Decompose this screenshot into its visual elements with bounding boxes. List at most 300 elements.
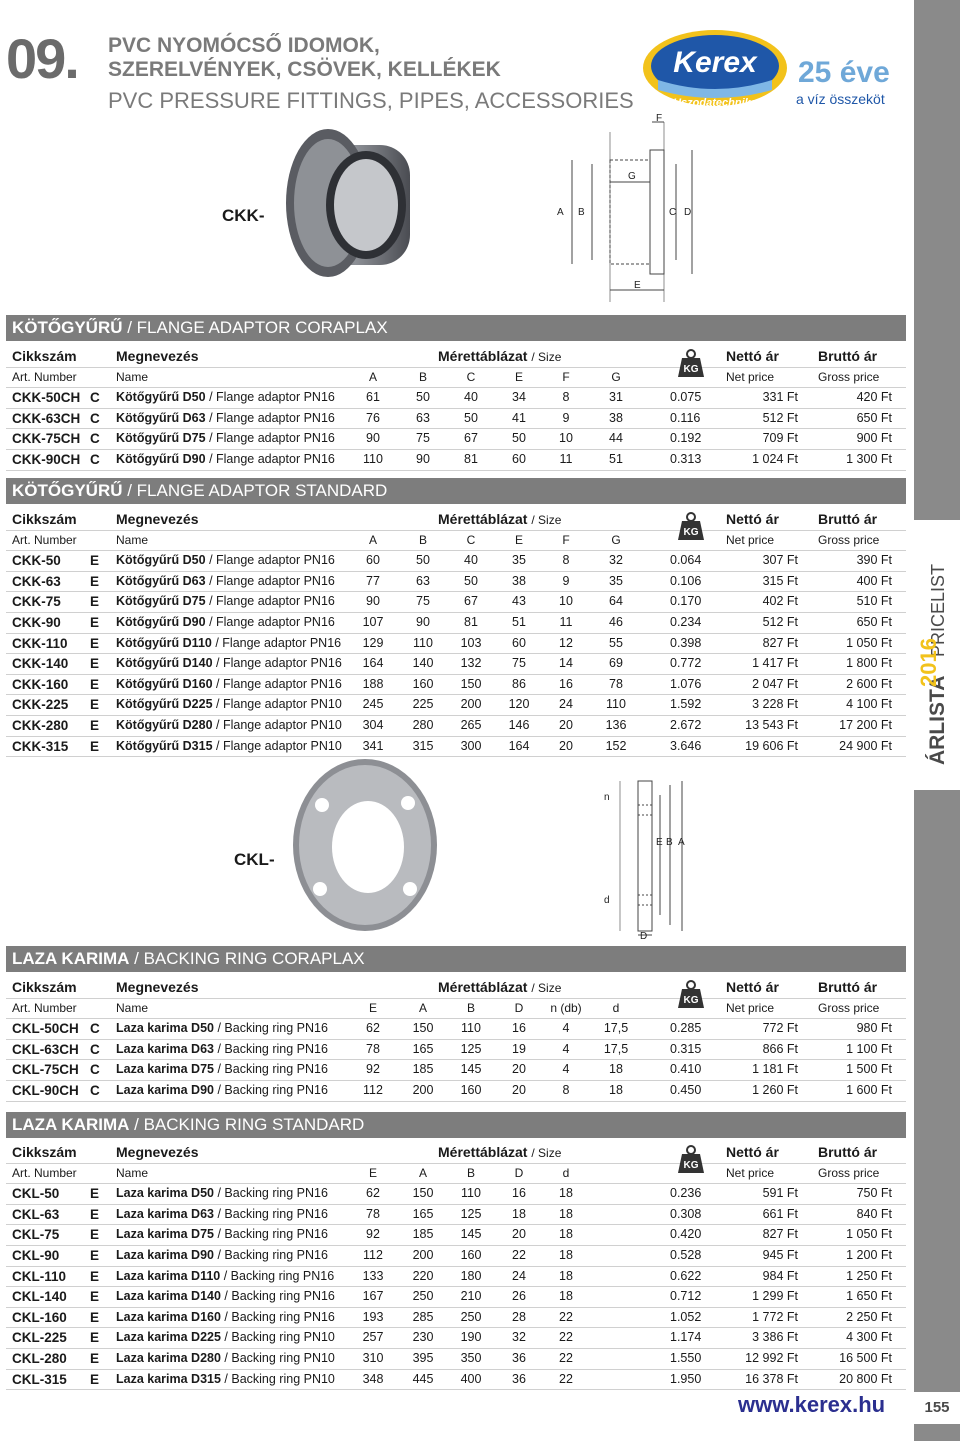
cell-dim: 18: [609, 1082, 623, 1097]
cell-code: CKK-90: [12, 614, 61, 630]
cell-dim: 140: [412, 656, 434, 671]
cell-dim: 24: [512, 1268, 526, 1283]
cell-dim: 90: [416, 614, 430, 629]
cell-dim: 14: [559, 656, 573, 671]
table-row: [6, 1225, 906, 1246]
cell-weight: 0.106: [670, 573, 702, 588]
cell-name-en: / Backing ring PN10: [220, 1350, 335, 1365]
cell-name: [116, 1248, 328, 1262]
side-label-arlista: ÁRLISTA: [926, 675, 949, 765]
cell-dim: 61: [366, 390, 380, 405]
cell-dim: 10: [559, 594, 573, 609]
cell-code: CKK-75: [12, 594, 61, 610]
cell-name-hu: Kötőgyűrű D110: [116, 635, 212, 650]
cell-dim: 18: [559, 1227, 573, 1242]
cell-name-hu: Laza karima D63: [116, 1206, 214, 1221]
cell-dim: 164: [508, 738, 530, 753]
cell-dim: 200: [412, 1247, 434, 1262]
cell-dim: 78: [366, 1041, 380, 1056]
cell-dim: 200: [412, 1082, 434, 1097]
website-link[interactable]: www.kerex.hu: [738, 1392, 886, 1417]
table-row: [6, 551, 906, 572]
col-header-size-hu: Mérettáblázat: [438, 348, 528, 364]
col-header-size-hu: Mérettáblázat: [438, 1144, 528, 1160]
col-subheader-gross: Gross price: [818, 1000, 880, 1015]
cell-dim: 67: [464, 594, 478, 609]
cell-dim: 36: [512, 1371, 526, 1386]
cell-code: CKK-50: [12, 553, 61, 569]
col-header-name: Megnevezés: [116, 979, 199, 995]
col-dim-header: B: [418, 369, 427, 384]
cell-net-price: 866 Ft: [762, 1041, 798, 1056]
cell-name-en: / Backing ring PN16: [220, 1289, 335, 1304]
cell-code: CKL-50CH: [12, 1021, 79, 1037]
cell-dim: 62: [366, 1021, 380, 1036]
cell-name-hu: Laza karima D315: [116, 1371, 221, 1386]
cell-dim: 50: [464, 410, 478, 425]
cell-dim: 32: [609, 553, 623, 568]
table-row: [6, 1019, 906, 1040]
table-header-row: [6, 1143, 906, 1171]
ckk-label: CKK-: [222, 206, 265, 225]
col-dim-header: n (db): [550, 1000, 582, 1015]
table-subheader-row: [6, 368, 906, 389]
cell-type: E: [90, 1227, 100, 1243]
cell-name-en: / Flange adaptor PN16: [205, 573, 335, 588]
table-subheader-row: [6, 531, 906, 552]
cell-dim: 110: [606, 697, 626, 712]
cell-dim: 34: [512, 390, 526, 405]
cell-name-hu: Laza karima D50: [116, 1021, 214, 1036]
cell-weight: 0.170: [670, 594, 702, 609]
cell-name: [116, 739, 342, 753]
cell-weight: 0.315: [670, 1041, 702, 1056]
cell-name-en: / Backing ring PN10: [220, 1330, 335, 1345]
cell-name-en: / Flange adaptor PN10: [212, 738, 342, 753]
col-dim-header: A: [368, 369, 377, 384]
cell-dim: 35: [512, 553, 526, 568]
table-row: [6, 1060, 906, 1081]
table-ckk-coraplax: [6, 347, 906, 471]
cell-type: E: [90, 1309, 100, 1325]
cell-name-hu: Laza karima D110: [116, 1268, 221, 1283]
cell-weight: 0.528: [670, 1247, 702, 1262]
cell-name-en: / Flange adaptor PN16: [205, 614, 335, 629]
col-dim-header: B: [418, 532, 427, 547]
cell-dim: 136: [605, 717, 627, 732]
cell-name-hu: Laza karima D90: [116, 1247, 214, 1262]
cell-dim: 18: [559, 1289, 573, 1304]
cell-name-en: / Backing ring PN16: [213, 1206, 328, 1221]
cell-net-price: 19 606 Ft: [745, 738, 798, 753]
cell-dim: 133: [362, 1268, 384, 1283]
cell-type: E: [90, 594, 100, 610]
cell-weight: 1.076: [670, 676, 702, 691]
cell-net-price: 512 Ft: [762, 614, 798, 629]
cell-dim: 18: [609, 1062, 623, 1077]
table-row: [6, 1081, 906, 1102]
cell-dim: 20: [512, 1227, 526, 1242]
cell-dim: 11: [559, 614, 573, 629]
cell-code: CKK-225: [12, 697, 69, 713]
col-subheader-name: Name: [116, 1165, 149, 1180]
section-header-ckk-coraplax: KÖTŐGYŰRŰ / FLANGE ADAPTOR CORAPLAX: [6, 315, 906, 341]
col-header-code: Cikkszám: [12, 979, 77, 995]
cell-dim: 86: [512, 676, 526, 691]
cell-weight: 0.772: [670, 656, 702, 671]
table-row: [6, 1246, 906, 1267]
cell-gross-price: 1 200 Ft: [846, 1247, 892, 1262]
cell-dim: 26: [512, 1289, 526, 1304]
cell-dim: 22: [559, 1309, 573, 1324]
cell-gross-price: 1 500 Ft: [846, 1062, 892, 1077]
table-row: [6, 388, 906, 409]
col-header-net: Nettó ár: [726, 1144, 779, 1160]
cell-dim: 103: [460, 635, 482, 650]
cell-name: [116, 1186, 328, 1200]
cell-dim: 16: [559, 676, 573, 691]
cell-name-en: / Backing ring PN16: [213, 1227, 328, 1242]
cell-gross-price: 650 Ft: [856, 614, 892, 629]
cell-type: C: [90, 410, 100, 426]
cell-dim: 230: [412, 1330, 434, 1345]
section-header-ckl-standard: LAZA KARIMA / BACKING RING STANDARD: [6, 1112, 906, 1138]
cell-name-en: / Backing ring PN16: [220, 1309, 335, 1324]
cell-code: CKL-75CH: [12, 1062, 79, 1078]
cell-gross-price: 1 800 Ft: [846, 656, 892, 671]
cell-weight: 0.234: [670, 614, 702, 629]
col-subheader-gross: Gross price: [818, 1165, 880, 1180]
logo-brand: Kerex: [673, 46, 757, 79]
cell-weight: 1.592: [670, 697, 702, 712]
table-ckl-coraplax: [6, 978, 906, 1102]
cell-net-price: 827 Ft: [762, 1227, 798, 1242]
cell-gross-price: 980 Ft: [856, 1021, 892, 1036]
cell-dim: 350: [460, 1350, 482, 1365]
cell-gross-price: 1 250 Ft: [846, 1268, 892, 1283]
cell-name-en: / Flange adaptor PN16: [205, 553, 335, 568]
cell-name-hu: Kötőgyűrű D160: [116, 676, 213, 691]
page-number: 155: [914, 1392, 960, 1424]
cell-dim: 35: [609, 573, 623, 588]
col-subheader-code: Art. Number: [12, 1000, 77, 1015]
cell-type: E: [90, 553, 100, 569]
dim-label-c: C: [669, 207, 677, 218]
cell-name: [116, 1062, 328, 1076]
cell-type: C: [90, 1082, 100, 1098]
col-header-code: Cikkszám: [12, 348, 77, 364]
table-row: [6, 1267, 906, 1288]
col-subheader-code: Art. Number: [12, 369, 77, 384]
cell-weight: 1.052: [670, 1309, 702, 1324]
backing-ring-photo: [290, 755, 440, 935]
col-dim-header: A: [368, 532, 377, 547]
col-subheader-net: Net price: [726, 532, 775, 547]
col-header-net: Nettó ár: [726, 348, 779, 364]
cell-dim: 180: [460, 1268, 482, 1283]
cell-weight: 0.398: [670, 635, 702, 650]
cell-type: E: [90, 676, 100, 692]
cell-dim: 188: [362, 676, 384, 691]
cell-name-en: / Flange adaptor PN16: [212, 656, 342, 671]
cell-dim: 250: [412, 1289, 434, 1304]
cell-net-price: 331 Ft: [762, 390, 798, 405]
logo-tagline: Uszodatechnika: [673, 97, 757, 109]
cell-type: E: [90, 614, 100, 630]
cell-type: E: [90, 635, 100, 651]
col-header-net: Nettó ár: [726, 511, 779, 527]
cell-name-hu: Kötőgyűrű D280: [116, 717, 213, 732]
cell-code: CKK-315: [12, 738, 69, 754]
cell-net-price: 16 378 Ft: [745, 1371, 798, 1386]
cell-net-price: 402 Ft: [762, 594, 798, 609]
table-header-row: [6, 510, 906, 538]
table-row: [6, 737, 906, 758]
col-subheader-name: Name: [116, 1000, 149, 1015]
cell-dim: 11: [559, 451, 573, 466]
cell-dim: 24: [559, 697, 573, 712]
cell-gross-price: 1 650 Ft: [846, 1289, 892, 1304]
cell-name-hu: Kötőgyűrű D63: [116, 573, 206, 588]
cell-name: [116, 636, 341, 650]
cell-dim: 9: [562, 410, 570, 425]
side-label-year: 2016: [916, 638, 941, 687]
cell-net-price: 13 543 Ft: [745, 717, 798, 732]
dim-label-b: B: [578, 207, 585, 218]
cell-name-en: / Flange adaptor PN16: [205, 390, 335, 405]
cell-dim: 51: [609, 451, 623, 466]
cell-dim: 125: [460, 1041, 482, 1056]
cell-dim: 51: [512, 614, 526, 629]
cell-dim: 225: [412, 697, 434, 712]
cell-code: CKK-50CH: [12, 390, 81, 406]
cell-name-hu: Laza karima D280: [116, 1350, 221, 1365]
cell-type: C: [90, 431, 100, 447]
section-header-ckl-coraplax: LAZA KARIMA / BACKING RING CORAPLAX: [6, 946, 906, 972]
page-title: [108, 34, 501, 82]
cell-gross-price: 2 600 Ft: [846, 676, 892, 691]
cell-dim: 38: [609, 410, 623, 425]
table-row: [6, 409, 906, 430]
cell-dim: 245: [362, 697, 384, 712]
cell-gross-price: 840 Ft: [856, 1206, 892, 1221]
cell-weight: 0.192: [670, 431, 702, 446]
cell-name-en: / Flange adaptor PN16: [205, 431, 335, 446]
cell-type: E: [90, 1206, 100, 1222]
cell-name-hu: Kötőgyűrű D50: [116, 390, 206, 405]
cell-dim: 90: [416, 451, 430, 466]
cell-code: CKL-315: [12, 1371, 67, 1387]
table-row: [6, 1184, 906, 1205]
col-header-code: Cikkszám: [12, 511, 77, 527]
cell-name: [116, 697, 342, 711]
cell-code: CKL-75: [12, 1227, 60, 1243]
cell-name: [116, 677, 342, 691]
cell-code: CKL-110: [12, 1268, 67, 1284]
col-dim-header: F: [562, 369, 570, 384]
cell-code: CKL-50: [12, 1186, 60, 1202]
cell-gross-price: 400 Ft: [856, 573, 892, 588]
cell-name: [116, 1372, 335, 1386]
cell-dim: 110: [363, 451, 383, 466]
title-line-1: PVC NYOMÓCSŐ IDOMOK,: [108, 34, 380, 57]
cell-dim: 17,5: [603, 1021, 629, 1036]
dim-label-d: D: [684, 207, 692, 218]
col-subheader-gross: Gross price: [818, 369, 880, 384]
cell-dim: 150: [412, 1021, 434, 1036]
cell-name-hu: Laza karima D75: [116, 1227, 214, 1242]
col-subheader-code: Art. Number: [12, 532, 77, 547]
cell-dim: 185: [412, 1227, 434, 1242]
cell-name-en: / Backing ring PN16: [213, 1082, 328, 1097]
page-subtitle: PVC PRESSURE FITTINGS, PIPES, ACCESSORIES: [108, 88, 634, 113]
cell-name: [116, 411, 335, 425]
col-dim-header: E: [514, 369, 523, 384]
cell-dim: 28: [512, 1309, 526, 1324]
side-label: [916, 540, 956, 770]
cell-weight: 0.075: [670, 390, 702, 405]
cell-name: [116, 1227, 328, 1241]
cell-weight: 2.672: [670, 717, 702, 732]
cell-weight: 3.646: [670, 738, 702, 753]
cell-dim: 81: [464, 614, 478, 629]
col-header-size-en: / Size: [531, 350, 562, 364]
dim-label-b2: B: [666, 837, 673, 848]
weight-icon-label: KG: [683, 1160, 699, 1171]
cell-weight: 0.308: [670, 1206, 702, 1221]
col-dim-header: E: [368, 1000, 377, 1015]
cell-dim: 75: [416, 431, 430, 446]
cell-dim: 160: [460, 1082, 482, 1097]
cell-type: C: [90, 1041, 100, 1057]
cell-dim: 75: [416, 594, 430, 609]
cell-dim: 55: [609, 635, 623, 650]
cell-weight: 0.420: [670, 1227, 702, 1242]
cell-dim: 164: [362, 656, 384, 671]
col-dim-header: d: [612, 1000, 620, 1015]
cell-dim: 150: [412, 1186, 434, 1201]
cell-code: CKK-90CH: [12, 451, 81, 467]
col-header-gross: Bruttó ár: [818, 1144, 878, 1160]
col-subheader-name: Name: [116, 369, 149, 384]
col-dim-header: C: [466, 532, 476, 547]
table-row: [6, 1370, 906, 1391]
cell-dim: 9: [562, 573, 570, 588]
cell-dim: 250: [460, 1309, 482, 1324]
col-subheader-net: Net price: [726, 369, 775, 384]
cell-net-price: 827 Ft: [762, 635, 798, 650]
cell-dim: 81: [464, 451, 478, 466]
cell-dim: 16: [512, 1186, 526, 1201]
cell-name: [116, 1083, 328, 1097]
cell-name: [116, 431, 335, 445]
weight-icon-label: KG: [683, 364, 699, 375]
cell-dim: 300: [460, 738, 482, 753]
table-row: [6, 634, 906, 655]
side-label-pricelist: PRICELIST: [928, 563, 948, 657]
cell-gross-price: 1 300 Ft: [846, 451, 892, 466]
table-row: [6, 654, 906, 675]
cell-dim: 17,5: [603, 1041, 629, 1056]
cell-dim: 50: [416, 390, 430, 405]
ckl-label: CKL-: [234, 850, 275, 869]
table-row: [6, 695, 906, 716]
cell-dim: 22: [559, 1330, 573, 1345]
cell-type: C: [90, 1062, 100, 1078]
col-header-size: [438, 511, 561, 527]
cell-dim: 90: [366, 594, 380, 609]
cell-gross-price: 24 900 Ft: [839, 738, 892, 753]
table-row: [6, 716, 906, 737]
cell-name-hu: Kötőgyűrű D75: [116, 594, 206, 609]
cell-gross-price: 2 250 Ft: [846, 1309, 892, 1324]
col-dim-header: A: [418, 1000, 427, 1015]
cell-dim: 257: [362, 1330, 384, 1345]
cell-dim: 46: [609, 614, 623, 629]
cell-type: E: [90, 656, 100, 672]
cell-name-hu: Laza karima D140: [116, 1289, 221, 1304]
table-row: [6, 1040, 906, 1061]
cell-name-en: / Flange adaptor PN16: [205, 594, 335, 609]
col-dim-header: C: [466, 369, 476, 384]
cell-net-price: 772 Ft: [762, 1021, 798, 1036]
cell-net-price: 307 Ft: [762, 553, 798, 568]
cell-weight: 0.410: [670, 1062, 702, 1077]
cell-code: CKK-63: [12, 573, 61, 589]
cell-weight: 0.622: [670, 1268, 702, 1283]
cell-code: CKK-280: [12, 717, 69, 733]
cell-name: [116, 615, 335, 629]
cell-name-hu: Kötőgyűrű D90: [116, 451, 206, 466]
col-header-name: Megnevezés: [116, 511, 199, 527]
cell-dim: 69: [609, 656, 623, 671]
col-header-size: [438, 1144, 561, 1160]
cell-type: C: [90, 1021, 100, 1037]
cell-gross-price: 1 600 Ft: [846, 1082, 892, 1097]
col-header-net: Nettó ár: [726, 979, 779, 995]
cell-dim: 36: [512, 1350, 526, 1365]
cell-dim: 40: [464, 553, 478, 568]
cell-net-price: 945 Ft: [762, 1247, 798, 1262]
logo-years: 25 éve: [798, 56, 890, 89]
cell-dim: 63: [416, 410, 430, 425]
table-row: [6, 1287, 906, 1308]
col-dim-header: D: [514, 1165, 524, 1180]
cell-weight: 0.712: [670, 1289, 702, 1304]
cell-dim: 120: [508, 697, 530, 712]
backing-ring-diagram: [600, 775, 700, 940]
cell-dim: 60: [512, 451, 526, 466]
col-dim-header: B: [466, 1000, 475, 1015]
cell-type: E: [90, 1268, 100, 1284]
weight-icon-label: KG: [683, 995, 699, 1006]
cell-dim: 400: [460, 1371, 482, 1386]
cell-dim: 280: [412, 717, 434, 732]
cell-type: E: [90, 717, 100, 733]
cell-dim: 165: [412, 1041, 434, 1056]
cell-dim: 43: [512, 594, 526, 609]
cell-name: [116, 1042, 328, 1056]
cell-gross-price: 20 800 Ft: [839, 1371, 892, 1386]
cell-dim: 92: [366, 1062, 380, 1077]
cell-name-hu: Kötőgyűrű D225: [116, 697, 213, 712]
col-subheader-net: Net price: [726, 1000, 775, 1015]
cell-dim: 78: [366, 1206, 380, 1221]
cell-dim: 8: [562, 553, 570, 568]
cell-name-hu: Laza karima D63: [116, 1041, 214, 1056]
cell-name: [116, 1269, 334, 1283]
cell-dim: 60: [366, 553, 380, 568]
